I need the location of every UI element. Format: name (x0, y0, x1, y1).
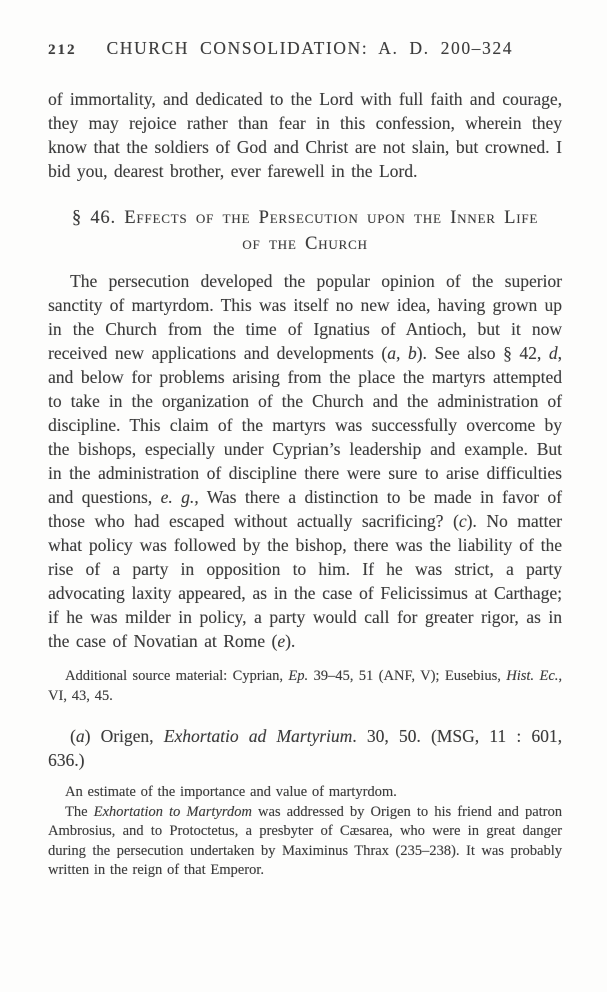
text-run: ) Origen, (84, 726, 164, 746)
text-run-italic: d (548, 343, 558, 363)
text-run: ). No matter what policy was followed by the bishop, there was the liability of the rise of a party in opposition to him. If he was strict, a party advocating laxity appeared, as in the case of Felicissimus at Carthage; if he was milder in policy, a party would call for greater rigor, as in the case of Novatian at Rome ( (48, 511, 562, 651)
running-head (48, 38, 562, 59)
text-run-italic: Hist. Ec. (506, 668, 559, 684)
text-run: , VI, 43, 45. (48, 668, 563, 704)
intro-paragraph: of immortality, and dedicated to the Lord with full faith and courage, they may rejoice rather than fear in this confession, wherein they know that the soldiers of God and Christ are not slain, but crowned. I bid you, dearest brother, ever farewell in the Lord. (48, 89, 562, 181)
summary-description (48, 803, 562, 881)
text-run: ). (285, 631, 296, 651)
page-number: 212 (48, 42, 77, 58)
text-run-italic: Ep. (288, 668, 309, 684)
source-item-a (48, 724, 562, 772)
main-paragraph (48, 269, 562, 653)
text-run-italic: Exhortation to Martyrdom (93, 803, 252, 820)
running-title: CHURCH CONSOLIDATION: A. D. 200–324 (106, 38, 514, 58)
text-run-italic: Exhortatio ad Martyrium (163, 726, 353, 746)
text-run: ( (70, 726, 76, 746)
text-run: 39–45, 51 (ANF, V); Eusebius, (308, 668, 507, 684)
text-run: was addressed by Origen to his friend and patron Ambrosius, and to Protoctetus, a presbyter of Cæsarea, who were in great danger during the persecution undertaken by Maximinus Thrax (235–238). It was probably written in the reign of that Emperor. (48, 803, 562, 878)
text-run: . 30, 50. (MSG, 11 : 601, 636.) (48, 726, 562, 770)
text-run: The (65, 803, 94, 820)
section-heading-line1: § 46. Effects of the Persecution upon the Inner Life (71, 208, 539, 228)
text-run-italic: a, b (387, 343, 417, 363)
additional-source-note (48, 667, 562, 706)
section-heading (48, 205, 562, 257)
text-run-italic: e (277, 631, 286, 651)
text-run: ). See also § 42, (416, 343, 549, 363)
text-run: Additional source material: Cyprian, (65, 668, 289, 684)
text-run: , and below for problems arising from the place the martyrs attempted to take in the organization of the Church and the administration of discipline. This claim of the martyrs was successfully overcome by the bishops, especially under Cyprian’s leadership and example. But in the administration of discipline there were sure to arise difficulties and questions, (48, 343, 562, 507)
text-run: Was there a distinction to be made in favor of those who had escaped without actually sacrificing? ( (48, 487, 562, 531)
editor-summary (48, 783, 562, 881)
text-run-italic: c (458, 511, 467, 531)
text-run: The persecution developed the popular opinion of the superior sanctity of martyrdom. This was itself no new idea, having grown up in the Church from the time of Ignatius of Antioch, but it now received new applications and developments ( (48, 271, 562, 363)
section-heading-line2: of the Church (242, 234, 368, 254)
text-run-italic: e. g., (160, 487, 199, 507)
text-run-italic: a (75, 726, 85, 746)
summary-estimate-line: An estimate of the importance and value of martyrdom. (65, 784, 397, 800)
